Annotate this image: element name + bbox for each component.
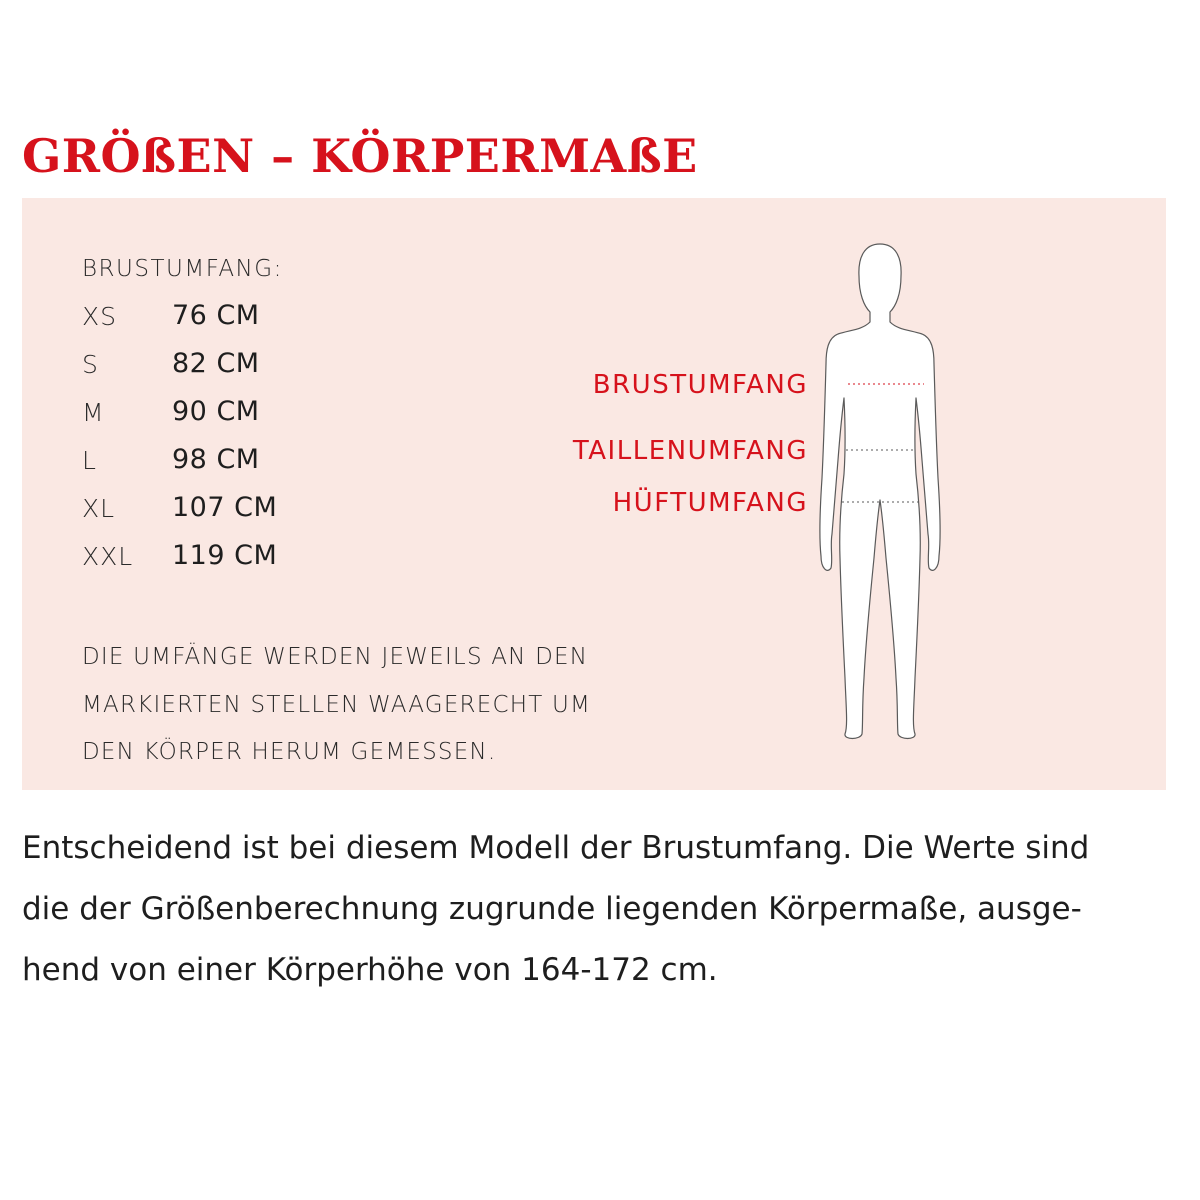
measurement-note (82, 634, 591, 777)
size-label: S (82, 350, 99, 379)
note-line: DIE UMFÄNGE WERDEN JEWEILS AN DEN (82, 644, 589, 670)
size-value: 90 CM (172, 396, 260, 427)
note-line: MARKIERTEN STELLEN WAAGERECHT UM (82, 691, 592, 718)
size-value: 76 CM (172, 300, 260, 331)
size-label: XS (82, 302, 117, 331)
waist-label: TAILLENUMFANG (572, 436, 808, 466)
size-row (82, 344, 382, 392)
size-table (82, 296, 382, 584)
size-label: L (82, 446, 97, 475)
size-chart-panel (22, 198, 1166, 790)
human-body-outline-icon (812, 238, 952, 746)
size-row (82, 392, 382, 440)
size-row (82, 488, 382, 536)
size-value: 82 CM (172, 348, 260, 379)
size-row (82, 440, 382, 488)
page-title: GRÖßEN – KÖRPERMAßE (22, 129, 698, 183)
size-row (82, 296, 382, 344)
size-value: 119 CM (172, 540, 278, 571)
size-row (82, 536, 382, 584)
description-line: die der Größenberechnung zugrunde liegenden Körpermaße, ausge- (22, 891, 1082, 927)
hip-label: HÜFTUMFANG (612, 488, 808, 518)
note-line: DEN KÖRPER HERUM GEMESSEN. (82, 739, 497, 765)
size-label: XL (82, 494, 116, 523)
description-text (22, 818, 1089, 1001)
description-line: hend von einer Körperhöhe von 164-172 cm. (22, 952, 718, 988)
size-label: XXL (82, 542, 134, 571)
description-line: Entscheidend ist bei diesem Modell der Brustumfang. Die Werte sind (22, 830, 1090, 866)
chest-heading: BRUSTUMFANG: (82, 256, 283, 282)
size-value: 107 CM (172, 492, 278, 523)
chest-label: BRUSTUMFANG (592, 370, 808, 400)
size-value: 98 CM (172, 444, 260, 475)
size-label: M (82, 398, 105, 427)
